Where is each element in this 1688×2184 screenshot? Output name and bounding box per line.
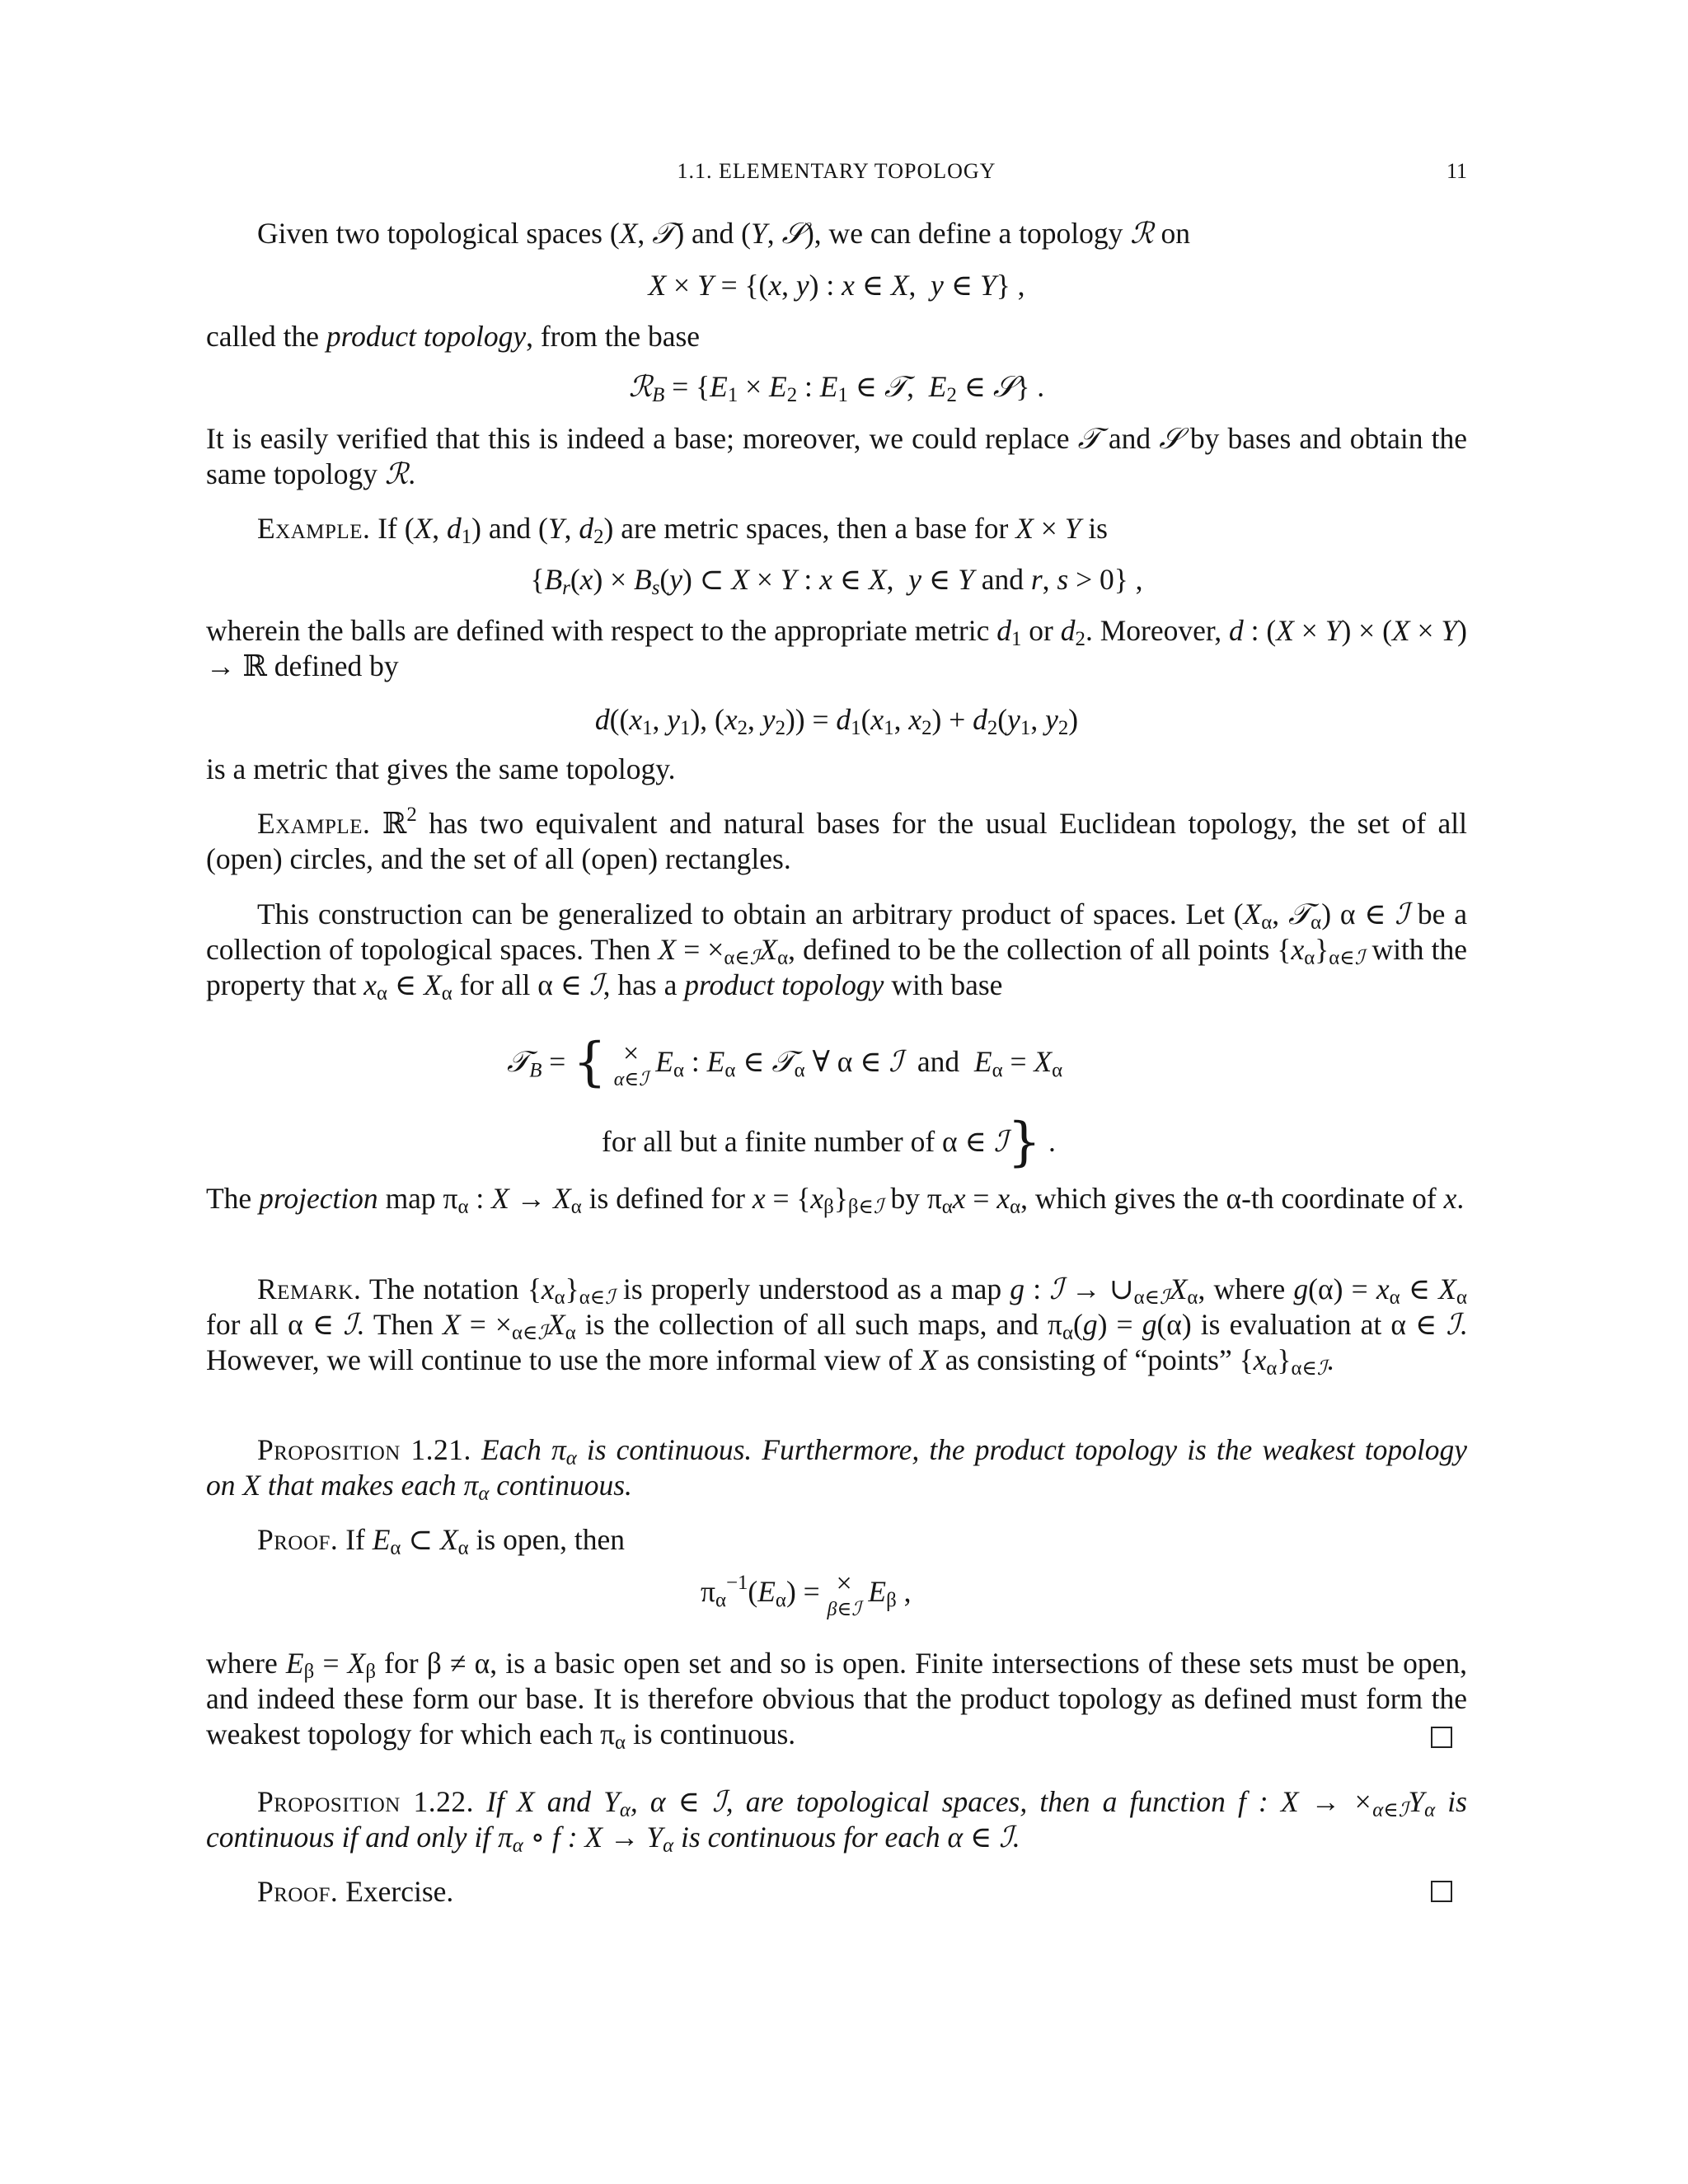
proof-label: Proof.	[257, 1523, 339, 1556]
equation-tb-line1: 𝒯$_B$ = { × α∈ℐ $E_\alpha$ : $E_\alpha$ ∈ 𝒯$_\alpha$ ∀ α ∈ ℐ and $E_\alpha = X_\alpha$	[507, 1032, 1063, 1094]
proposition-label: Proposition 1.21.	[257, 1433, 471, 1466]
paragraph-proof-cont: where $E_\beta = X_\beta$ for β ≠ α, is a basic open set and so is open. Finite intersections of these sets must be open, and indeed these form our base. It is therefore obvious that the product topology as defined must form the weakest topology for which each $\pi_\alpha$ is continuous.	[206, 1647, 1467, 1755]
proof-label: Proof.	[257, 1875, 339, 1908]
proposition-label: Proposition 1.22.	[257, 1785, 474, 1818]
example-metric: Example. If (X, $d_1$) and (Y, $d_2$) are metric spaces, then a base for X × Y is	[257, 512, 1108, 549]
qed-square	[1431, 1727, 1452, 1748]
paragraph-same-topology: is a metric that gives the same topology.	[206, 752, 676, 785]
paragraph-wherein: wherein the balls are defined with respect to the appropriate metric $d_1$ or $d_2$. Moreover, d : (X × Y) × (X × Y) → ℝ defined by	[206, 614, 1467, 682]
example-label: Example.	[257, 807, 371, 840]
term-product-topology: product topology	[326, 320, 527, 353]
equation-tb-line2: for all but a finite number of α ∈ ℐ} .	[602, 1112, 1056, 1173]
paragraph-projection: The projection map $\pi_\alpha$ : $X \to X_\alpha$ is defined for $x = \{x_\beta\}_{\beta\in ℐ}$ by $\pi_\alpha x = x_\alpha$, which gives the α-th coordinate of x.	[206, 1182, 1465, 1219]
proposition-1-22: Proposition 1.22. If X and $Y_\alpha$, α ∈ ℐ, are topological spaces, then a function f : $X \to \times_{\alpha\in ℐ}Y_\alpha$ is continuous if and only if $\pi_\alpha$ ∘ f : $X \to Y_\alpha$ is continuous for each α ∈ ℐ.	[206, 1785, 1467, 1858]
paragraph-generalized: This construction can be generalized to obtain an arbitrary product of spaces. Let ($X_\alpha$, 𝒯$_\alpha$) α ∈ ℐ be a collection of topological spaces. Then $X = \times_{\alpha\in ℐ}X_\alpha$, defined to be the collection of all points $\{x_\alpha\}_{\alpha\in ℐ}$ with the property that $x_\alpha$ ∈ $X_\alpha$ for all α ∈ ℐ, has a product topology with base	[206, 898, 1468, 1005]
example-label: Example.	[257, 512, 371, 545]
proposition-1-21: Proposition 1.21. Each $\pi_\alpha$ is continuous. Furthermore, the product topology is the weakest topology on X that makes each $\pi_\alpha$ continuous.	[206, 1433, 1467, 1506]
equation-balls: {$B_r(x) \times B_s(y)$ ⊂ X × Y : x ∈ X, y ∈ Y and r, s > 0} ,	[530, 563, 1143, 600]
paragraph-verified: It is easily verified that this is indeed a base; moreover, we could replace 𝒯 and 𝒮 by bases and obtain the same topology ℛ.	[206, 422, 1467, 491]
example-r2: Example. ℝ$^2$ has two equivalent and natural bases for the usual Euclidean topology, the set of all (open) circles, and the set of all (open) rectangles.	[206, 804, 1467, 875]
proof-1-22	[206, 1874, 1467, 1910]
equation-metric-d: $d((x_1$, $y_1$), ($x_2$, $y_2)) = d_1(x_1$, $x_2) + d_2(y_1$, $y_2$)	[594, 703, 1079, 740]
paragraph-called: called the product topology, from the base	[206, 320, 701, 353]
term-product-topology: product topology	[684, 968, 884, 1001]
page-number: 11	[1446, 159, 1467, 183]
term-projection: projection	[259, 1182, 378, 1215]
remark-label: Remark.	[257, 1272, 362, 1305]
proof-exercise: Exercise.	[345, 1875, 454, 1908]
page-header	[206, 159, 1467, 192]
equation-product-set: X × Y = {(x, y) : x ∈ X, y ∈ Y} ,	[648, 269, 1025, 302]
qed-square	[1431, 1881, 1452, 1902]
equation-base-rb: ℛ$_B$ = {$E_1 \times E_2$ : $E_1$ ∈ 𝒯, $E_2$ ∈ 𝒮} .	[628, 370, 1045, 407]
paragraph-intro: Given two topological spaces (X, 𝒯) and (Y, 𝒮), we can define a topology ℛ on	[257, 217, 1190, 251]
proof-1-21: Proof. If $E_\alpha$ ⊂ $X_\alpha$ is open, then	[257, 1523, 625, 1560]
equation-preimage: $\pi_\alpha^{-1}(E_\alpha)$ = × β∈ℐ $E_\beta$ ,	[701, 1568, 912, 1620]
remark: Remark. The notation $\{x_\alpha\}_{\alpha\in ℐ}$ is properly understood as a map g : ℐ → $\cup_{\alpha\in ℐ}X_\alpha$, where $g(\alpha) = x_\alpha$ ∈ $X_\alpha$ for all α ∈ ℐ. Then $X = \times_{\alpha\in ℐ}X_\alpha$ is the collection of all such maps, and $\pi_\alpha(g) = g(\alpha)$ is evaluation at α ∈ ℐ. However, we will continue to use the more informal view of X as consisting of “points” $\{x_\alpha\}_{\alpha\in ℐ}$.	[206, 1272, 1468, 1380]
running-title: 1.1. ELEMENTARY TOPOLOGY	[677, 159, 996, 183]
